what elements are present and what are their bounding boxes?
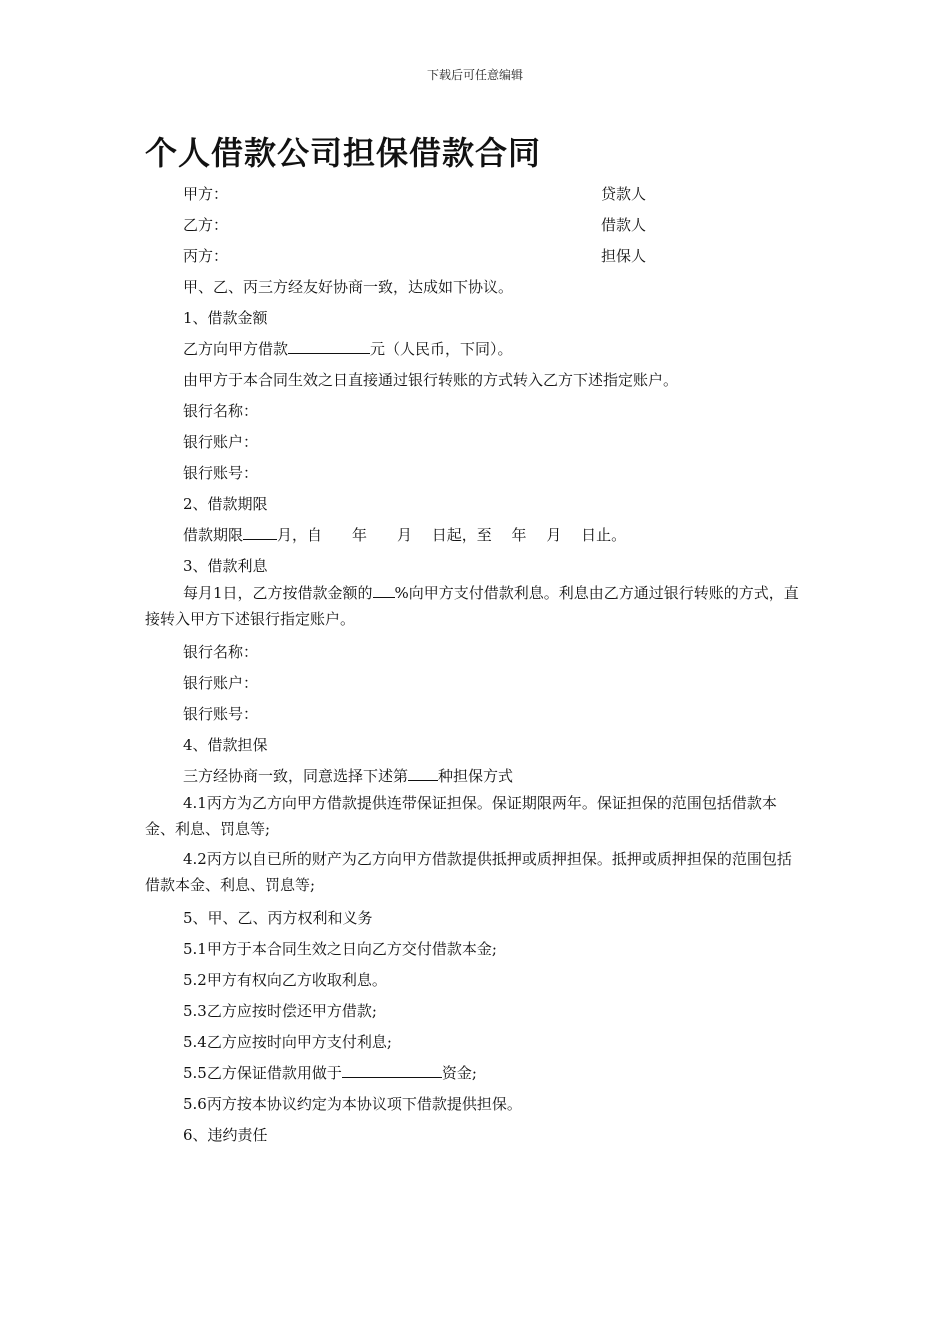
guarantee-choice-line — [183, 765, 513, 786]
s3-bank-account-holder: 银行账户： — [183, 674, 259, 692]
section-5-heading: 5、甲、乙、丙方权利和义务 — [183, 909, 373, 927]
party-b-label: 乙方： — [183, 216, 229, 234]
loan-term-prefix: 借款期限 — [183, 526, 244, 544]
s3-bank-name: 银行名称： — [183, 643, 259, 661]
party-c-label: 丙方： — [183, 247, 229, 265]
s1-bank-account-holder: 银行账户： — [183, 433, 259, 451]
clause-5-5-suffix: 资金; — [441, 1064, 477, 1082]
party-a-label: 甲方： — [183, 185, 229, 203]
loan-amount-line — [183, 338, 513, 359]
guarantee-choice-suffix: 种担保方式 — [438, 767, 514, 785]
loan-term-blank — [243, 524, 277, 540]
party-c-role: 担保人 — [601, 247, 647, 265]
interest-suffix: %向甲方支付借款利息。利息由乙方通过银行转账的方式，直接转入甲方下述银行指定账户。 — [145, 584, 799, 628]
loan-amount-blank — [288, 338, 370, 354]
interest-rate-blank — [373, 582, 395, 598]
section-6-heading: 6、违约责任 — [183, 1126, 268, 1144]
loan-term-line — [183, 524, 626, 545]
clause-5-5-prefix: 5.5乙方保证借款用做于 — [183, 1064, 342, 1082]
clause-4-1: 4.1丙方为乙方向甲方借款提供连带保证担保。保证期限两年。保证担保的范围包括借款本金、利息、罚息等; — [145, 794, 777, 838]
loan-amount-prefix: 乙方向甲方借款 — [183, 340, 289, 358]
clause-4-2: 4.2丙方以自已所的财产为乙方向甲方借款提供抵押或质押担保。抵押或质押担保的范围包括借款本金、利息、罚息等; — [145, 850, 792, 894]
s1-bank-name: 银行名称： — [183, 402, 259, 420]
party-a-role: 贷款人 — [601, 185, 647, 203]
section-3-heading: 3、借款利息 — [183, 557, 268, 575]
section-1-heading: 1、借款金额 — [183, 309, 268, 327]
guarantee-choice-blank — [408, 765, 438, 781]
s1-bank-account-no: 银行账号： — [183, 464, 259, 482]
document-title: 个人借款公司担保借款合同 — [145, 134, 542, 172]
party-b-role: 借款人 — [601, 216, 647, 234]
page-header-note: 下载后可任意编辑 — [426, 68, 523, 82]
section-2-heading: 2、借款期限 — [183, 495, 268, 513]
clause-5-6: 5.6丙方按本协议约定为本协议项下借款提供担保。 — [183, 1095, 522, 1113]
interest-prefix: 每月1日，乙方按借款金额的 — [183, 584, 373, 602]
clause-5-5 — [183, 1062, 477, 1083]
clause-5-2: 5.2甲方有权向乙方收取利息。 — [183, 971, 387, 989]
guarantee-choice-prefix: 三方经协商一致，同意选择下述第 — [183, 767, 409, 785]
loan-purpose-blank — [342, 1062, 442, 1078]
clause-5-4: 5.4乙方应按时向甲方支付利息; — [183, 1033, 392, 1051]
loan-term-rest: 月，自 年 月 日起，至 年 月 日止。 — [277, 526, 627, 544]
clause-5-3: 5.3乙方应按时偿还甲方借款; — [183, 1002, 377, 1020]
intro-text: 甲、乙、丙三方经友好协商一致，达成如下协议。 — [183, 278, 514, 296]
s3-bank-account-no: 银行账号： — [183, 705, 259, 723]
transfer-text: 由甲方于本合同生效之日直接通过银行转账的方式转入乙方下述指定账户。 — [183, 371, 679, 389]
interest-paragraph — [145, 580, 801, 632]
loan-amount-suffix: 元（人民币，下同）。 — [370, 340, 513, 358]
clause-5-1: 5.1甲方于本合同生效之日向乙方交付借款本金; — [183, 940, 497, 958]
section-4-heading: 4、借款担保 — [183, 736, 268, 754]
